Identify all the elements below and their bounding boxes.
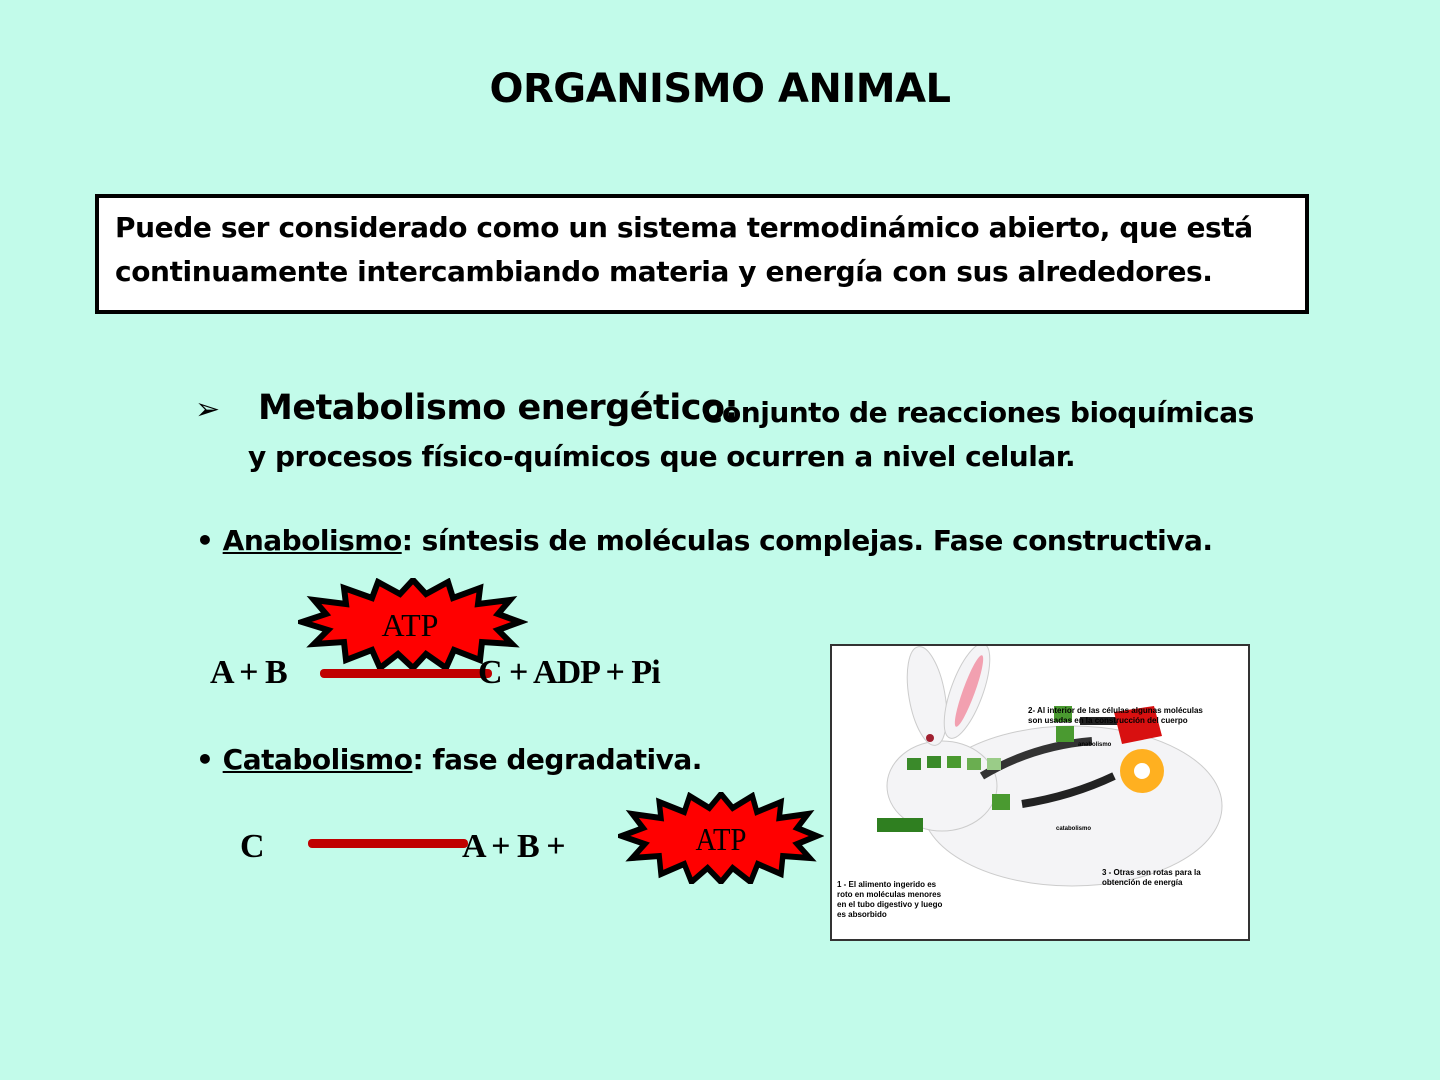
atp-starburst-catabolism <box>618 792 824 884</box>
catabolism-term: Catabolismo <box>222 743 413 776</box>
figure-label-1: 1 - El alimento ingerido es roto en moléculas menores en el tubo digestivo y luego es absorbido <box>837 880 943 919</box>
figure-arrow-catabolismo: catabolismo <box>1056 826 1092 832</box>
bullet-icon: • <box>196 743 214 776</box>
definition-text: Puede ser considerado como un sistema termodinámico abierto, que está continuamente intercambiando materia y energía con sus alrededores. <box>115 211 1253 288</box>
figure-arrow-anabolismo: anabolismo <box>1078 742 1112 748</box>
reaction-arrow <box>320 669 492 678</box>
metabolism-description: Conjunto de reacciones bioquímicas <box>702 396 1254 429</box>
bullet-icon: • <box>196 524 214 557</box>
anabolism-reactants: A + B <box>210 654 287 691</box>
rabbit-metabolism-figure <box>830 644 1250 941</box>
metabolism-description-2: y procesos físico-químicos que ocurren a nivel celular. <box>248 440 1076 473</box>
anabolism-products: C + ADP + Pi <box>478 654 660 691</box>
catabolism-description: : fase degradativa. <box>412 743 702 776</box>
definition-box <box>95 194 1309 314</box>
reaction-arrow <box>308 839 468 848</box>
anabolism-term: Anabolismo <box>222 524 402 557</box>
metabolism-heading: Metabolismo energético: <box>258 388 739 428</box>
slide-title: ORGANISMO ANIMAL <box>489 66 951 112</box>
catabolism-products: A + B + <box>462 828 565 865</box>
catabolism-reactants: C <box>240 828 264 865</box>
catabolism-bullet <box>196 743 702 776</box>
atp-label: ATP <box>695 821 747 858</box>
figure-label-2: 2- Al interior de las células algunas moléculas son usadas en la construcción del cuerpo <box>1028 706 1203 725</box>
atp-label: ATP <box>381 607 439 643</box>
arrow-bullet-icon: ➢ <box>195 392 221 427</box>
anabolism-bullet <box>196 524 1213 557</box>
anabolism-description: : síntesis de moléculas complejas. Fase constructiva. <box>401 524 1213 557</box>
figure-label-3: 3 - Otras son rotas para la obtención de energía <box>1102 868 1201 887</box>
